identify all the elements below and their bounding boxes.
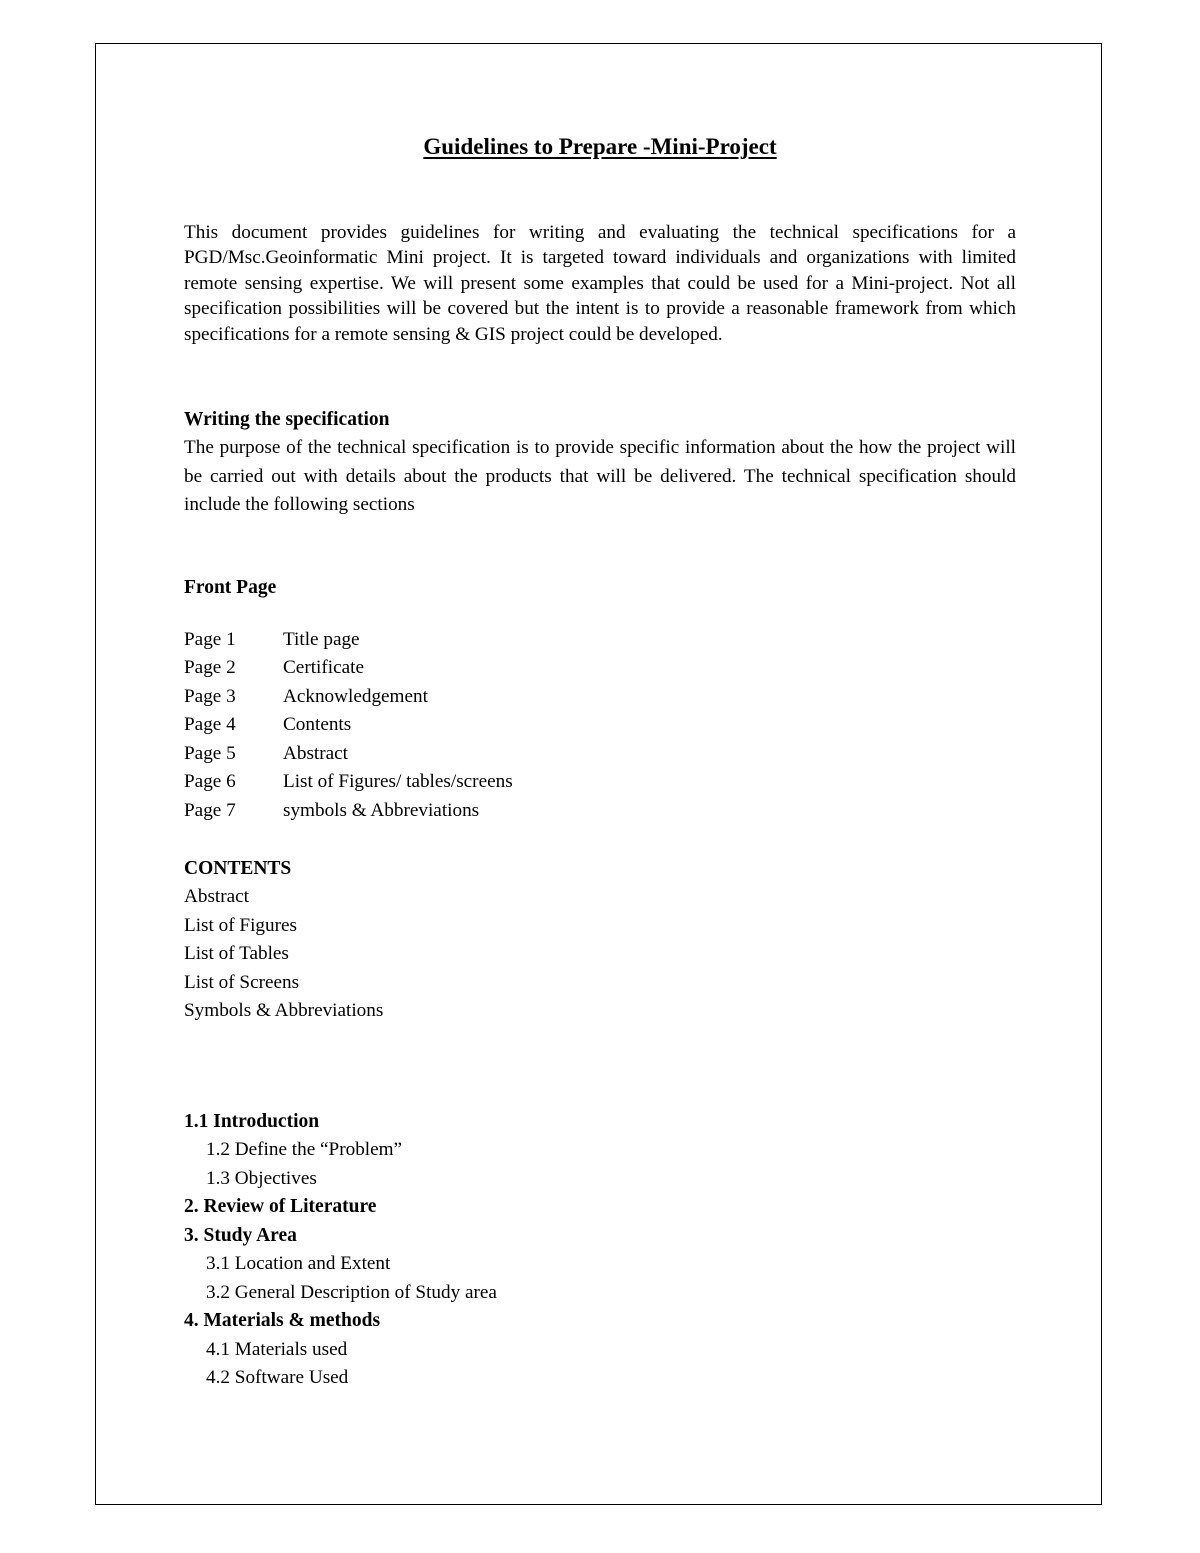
contents-item: List of Tables <box>184 943 289 965</box>
writing-spec-paragraph: The purpose of the technical specification is to provide specific information about the how the project will be carried out with details about the products that will be delivered. The technical specification should include the following sections <box>184 437 1016 516</box>
page-item: Title page <box>283 628 360 650</box>
page-number: Page 5 <box>184 742 236 764</box>
contents-item: List of Figures <box>184 914 297 936</box>
page-number: Page 1 <box>184 628 236 650</box>
page-number: Page 4 <box>184 714 236 736</box>
outline-subsection: 4.1 Materials used <box>206 1338 348 1360</box>
outline-subsection: 4.2 Software Used <box>206 1367 349 1389</box>
page-item: List of Figures/ tables/screens <box>283 771 513 793</box>
document-body <box>184 130 1016 1393</box>
outline-section: 3. Study Area <box>184 1224 297 1246</box>
contents-item: List of Screens <box>184 971 300 993</box>
contents-heading: CONTENTS <box>184 858 292 880</box>
front-page-list <box>184 626 1016 826</box>
page-item: Abstract <box>283 742 349 764</box>
page-item: Acknowledgement <box>283 685 428 707</box>
outline-section: 2. Review of Literature <box>184 1196 377 1218</box>
outline-subsection: 1.3 Objectives <box>206 1167 317 1189</box>
page-item: symbols & Abbreviations <box>283 799 480 821</box>
outline-section: 4. Materials & methods <box>184 1310 381 1332</box>
intro-paragraph: This document provides guidelines for writing and evaluating the technical specifications for a PGD/Msc.Geoinformatic Mini project. It is targeted toward individuals and organizations with limited remote sensing expertise. We will present some examples that could be used for a Mini-project. Not all specification possibilities will be covered but the intent is to provide a reasonable framework from which specifications for a remote sensing & GIS project could be developed. <box>184 222 1016 345</box>
contents-list <box>184 883 1016 1026</box>
page-number: Page 3 <box>184 685 236 707</box>
outline-subsection: 3.2 General Description of Study area <box>206 1281 497 1303</box>
front-page-row <box>184 740 1016 769</box>
document-title: Guidelines to Prepare -Mini-Project <box>423 134 777 159</box>
page-number: Page 6 <box>184 771 236 793</box>
front-page-row <box>184 626 1016 655</box>
page-number: Page 2 <box>184 657 236 679</box>
front-page-row <box>184 683 1016 712</box>
page-number: Page 7 <box>184 799 236 821</box>
outline-section: 1.1 Introduction <box>184 1110 320 1132</box>
page-item: Certificate <box>283 657 364 679</box>
contents-item: Symbols & Abbreviations <box>184 1000 384 1022</box>
outline-subsection: 1.2 Define the “Problem” <box>206 1139 403 1161</box>
contents-item: Abstract <box>184 886 250 908</box>
front-page-row <box>184 654 1016 683</box>
front-page-row <box>184 797 1016 826</box>
outline-subsection: 3.1 Location and Extent <box>206 1253 391 1275</box>
front-page-row <box>184 711 1016 740</box>
chapter-outline <box>184 1108 1016 1393</box>
front-page-row <box>184 768 1016 797</box>
front-page-heading: Front Page <box>184 576 277 598</box>
page-item: Contents <box>283 714 352 736</box>
writing-spec-heading: Writing the specification <box>184 409 390 431</box>
